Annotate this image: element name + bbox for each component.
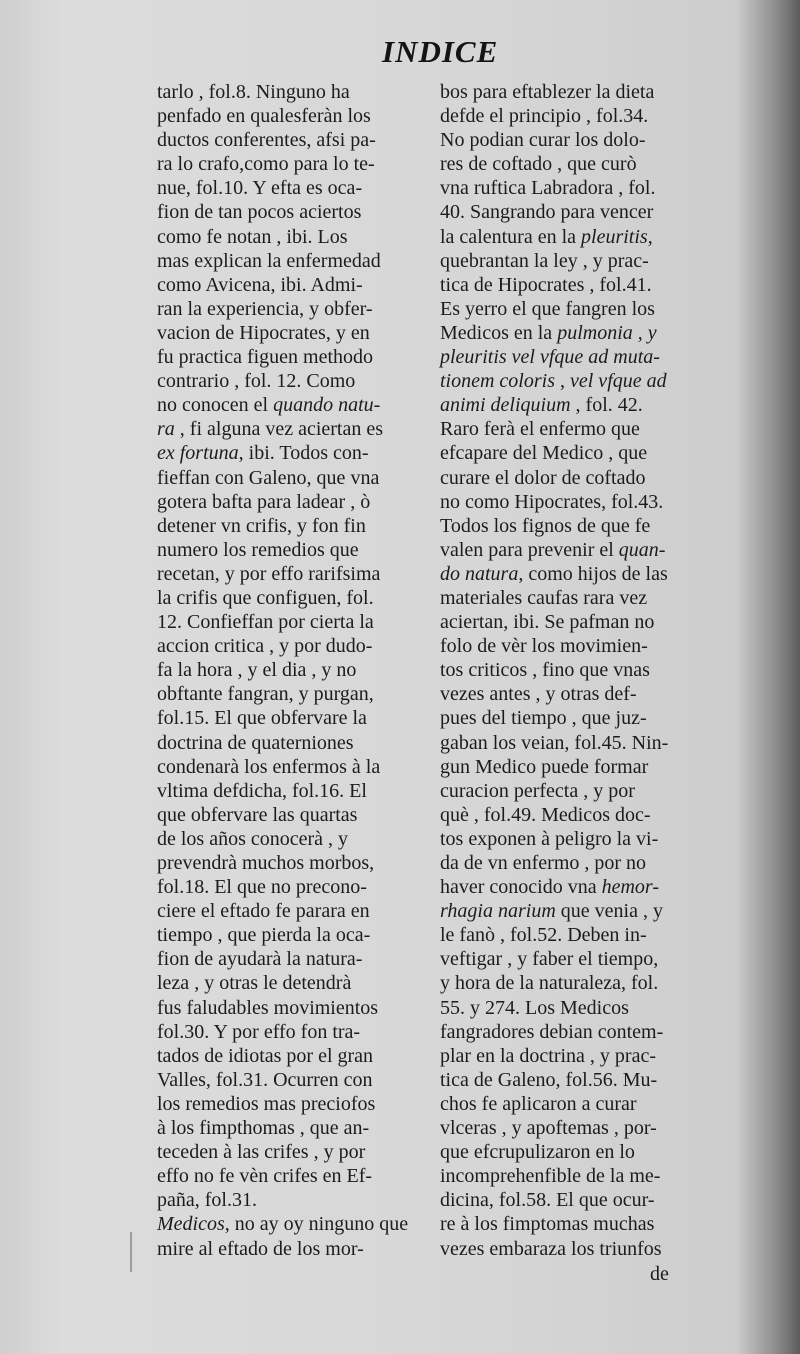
right-column-line: rhagia narium que venia , y xyxy=(440,900,663,923)
left-column-line: ran la experiencia, y obfer- xyxy=(157,297,373,320)
left-column-line: la crifis que configuen, fol. xyxy=(157,586,374,609)
right-column-line: Todos los fignos de que fe xyxy=(440,514,651,537)
right-column-line: tos exponen à peligro la vi- xyxy=(440,827,659,850)
right-column-line: fangradores debian contem- xyxy=(440,1020,664,1043)
left-column-line: penfado en qualesferàn los xyxy=(157,105,371,128)
italic-term: hemor- xyxy=(601,876,659,899)
right-column-line: gaban los veian, fol.45. Nin- xyxy=(440,731,669,754)
italic-term: rhagia narium xyxy=(440,900,556,923)
right-column-line: tos criticos , fino que vnas xyxy=(440,659,650,682)
left-column-line: tiempo , que pierda la oca- xyxy=(157,924,371,947)
left-column-line: mas explican la enfermedad xyxy=(157,249,381,272)
left-column-line: contrario , fol. 12. Como xyxy=(157,370,356,393)
right-column-line: da de vn enfermo , por no xyxy=(440,852,647,874)
right-column-line: vezes embaraza los triunfos xyxy=(440,1237,662,1260)
right-column-line: tica de Galeno, fol.56. Mu- xyxy=(440,1068,658,1091)
left-column-line: fol.15. El que obfervare la xyxy=(157,707,367,730)
left-column-line: nue, fol.10. Y efta es oca- xyxy=(157,177,363,200)
left-column-line: fol.30. Y por effo fon tra- xyxy=(157,1020,361,1043)
left-column-line: mire al eftado de los mor- xyxy=(157,1237,364,1260)
right-column-line: quebrantan la ley , y prac- xyxy=(440,249,649,272)
right-column-line: efcapare del Medico , que xyxy=(440,442,648,465)
left-column-line: vacion de Hipocrates, y en xyxy=(157,321,370,344)
left-column-line: ra , fi alguna vez aciertan es xyxy=(157,418,384,441)
left-column-line: ra lo crafo,como para lo te- xyxy=(157,153,375,176)
right-text-column xyxy=(440,80,685,1261)
margin-stain xyxy=(130,1232,146,1272)
right-column-line: què , fol.49. Medicos doc- xyxy=(440,803,651,826)
right-column-line: Medicos en la pulmonia , y xyxy=(440,321,657,344)
right-column-line: dicina, fol.58. El que ocur- xyxy=(440,1189,655,1212)
italic-term: pleuritis xyxy=(581,225,648,248)
right-column-line: curacion perfecta , y por xyxy=(440,779,635,802)
italic-term: Medicos xyxy=(157,1213,225,1236)
left-column-line: doctrina de quaterniones xyxy=(157,731,354,754)
left-column-line: teceden à las crifes , y por xyxy=(157,1141,366,1164)
right-column-line: re à los fimptomas muchas xyxy=(440,1213,655,1236)
left-column-line: numero los remedios que xyxy=(157,538,359,561)
left-column-line: fa la hora , y el dia , y no xyxy=(157,659,357,682)
italic-term: tionem coloris xyxy=(440,370,555,393)
right-column-line: valen para prevenir el quan- xyxy=(440,538,666,561)
left-column-line: condenarà los enfermos à la xyxy=(157,755,381,778)
left-column-line: Medicos, no ay oy ninguno que xyxy=(157,1213,409,1236)
left-column-line: tarlo , fol.8. Ninguno ha xyxy=(157,81,350,103)
left-column-line: Valles, fol.31. Ocurren con xyxy=(157,1068,373,1091)
right-column-line: haver conocido vna hemor- xyxy=(440,876,659,899)
left-column-line: como fe notan , ibi. Los xyxy=(157,225,348,248)
left-text-column xyxy=(157,80,409,1261)
italic-term: y xyxy=(647,321,657,344)
italic-term: ra xyxy=(157,418,175,441)
right-column-line: no como Hipocrates, fol.43. xyxy=(440,490,664,513)
italic-term: vel vfque ad xyxy=(570,370,667,393)
italic-term: ex fortuna xyxy=(157,442,239,465)
right-column-line: No podian curar los dolo- xyxy=(440,129,646,152)
left-column-line: no conocen el quando natu- xyxy=(157,394,381,417)
left-column-line: fu practica figuen methodo xyxy=(157,346,374,369)
left-column-line: fus faludables movimientos xyxy=(157,996,379,1019)
right-column-line: 55. y 274. Los Medicos xyxy=(440,996,629,1019)
left-column-line: vltima defdicha, fol.16. El xyxy=(157,779,367,802)
right-column-line: gun Medico puede formar xyxy=(440,755,649,778)
running-header: INDICE xyxy=(382,34,499,69)
left-column-line: obftante fangran, y purgan, xyxy=(157,683,374,706)
left-column-line: accion critica , y por dudo- xyxy=(157,635,373,658)
italic-term: pulmonia xyxy=(557,321,633,344)
left-column-line: los remedios mas preciofos xyxy=(157,1092,376,1115)
right-column-line: chos fe aplicaron a curar xyxy=(440,1092,637,1115)
left-column-line: fieffan con Galeno, que vna xyxy=(157,466,380,489)
italic-term: pleuritis vel vfque ad muta- xyxy=(440,346,660,369)
left-column-line: fion de ayudarà la natura- xyxy=(157,948,363,971)
left-column-line: paña, fol.31. xyxy=(157,1189,257,1212)
right-column-line: vezes antes , y otras def- xyxy=(440,683,637,706)
left-column-line: 12. Confieffan por cierta la xyxy=(157,611,374,634)
left-column-line: como Avicena, ibi. Admi- xyxy=(157,273,363,296)
left-column-line: ciere el eftado fe parara en xyxy=(157,900,370,923)
left-column-line: leza , y otras le detendrà xyxy=(157,972,352,995)
left-column-line: tados de idiotas por el gran xyxy=(157,1044,374,1067)
right-column-line: vlceras , y apoftemas , por- xyxy=(440,1117,657,1140)
left-column-line: detener vn crifis, y fon fin xyxy=(157,514,366,537)
right-column-line: y hora de la naturaleza, fol. xyxy=(440,972,659,995)
italic-term: do natura xyxy=(440,562,519,585)
right-column-line: Raro ferà el enfermo que xyxy=(440,418,640,441)
italic-term: quan- xyxy=(618,538,666,561)
right-column-line: aciertan, ibi. Se pafman no xyxy=(440,611,655,634)
right-column-line: que efcrupulizaron en lo xyxy=(440,1141,635,1164)
left-column-line: à los fimpthomas , que an- xyxy=(157,1117,370,1140)
right-column-line: tica de Hipocrates , fol.41. xyxy=(440,273,652,296)
left-column-line: ductos conferentes, afsi pa- xyxy=(157,129,376,152)
left-column-line: fion de tan pocos aciertos xyxy=(157,201,362,224)
right-column-line: pues del tiempo , que juz- xyxy=(440,707,647,730)
right-column-line: le fanò , fol.52. Deben in- xyxy=(440,924,647,947)
left-column-line: recetan, y por effo rarifsima xyxy=(157,562,381,585)
italic-term: animi deliquium xyxy=(440,394,571,417)
right-column-line xyxy=(440,345,685,369)
left-column-line: que obfervare las quartas xyxy=(157,803,358,826)
left-column-line: prevendrà muchos morbos, xyxy=(157,852,375,874)
right-column-line: Es yerro el que fangren los xyxy=(440,297,655,320)
right-column-line: la calentura en la pleuritis, xyxy=(440,225,653,248)
left-column-line: effo no fe vèn crifes en Ef- xyxy=(157,1165,373,1188)
right-column-line: res de coftado , que curò xyxy=(440,153,637,176)
right-column-line: materiales caufas rara vez xyxy=(440,586,648,609)
right-column-line: animi deliquium , fol. 42. xyxy=(440,394,643,417)
right-column-line: vna ruftica Labradora , fol. xyxy=(440,177,656,200)
right-column-line: do natura, como hijos de las xyxy=(440,562,668,585)
right-column-line: bos para eftablezer la dieta xyxy=(440,81,655,103)
left-column-line: fol.18. El que no precono- xyxy=(157,876,367,899)
right-column-line: veftigar , y faber el tiempo, xyxy=(440,948,659,971)
right-column-line: folo de vèr los movimien- xyxy=(440,635,648,658)
right-column-line: 40. Sangrando para vencer xyxy=(440,201,654,224)
right-column-line: incomprehenfible de la me- xyxy=(440,1165,661,1188)
left-column-line: de los años conocerà , y xyxy=(157,827,349,850)
right-column-line: defde el principio , fol.34. xyxy=(440,105,649,128)
catchword: de xyxy=(650,1263,669,1285)
left-column-line: ex fortuna, ibi. Todos con- xyxy=(157,442,369,465)
right-column-line: plar en la doctrina , y prac- xyxy=(440,1044,657,1067)
right-column-line: curare el dolor de coftado xyxy=(440,466,646,489)
italic-term: quando natu- xyxy=(273,394,381,417)
right-column-line: tionem coloris , vel vfque ad xyxy=(440,370,667,393)
left-column-line: gotera bafta para ladear , ò xyxy=(157,490,371,513)
